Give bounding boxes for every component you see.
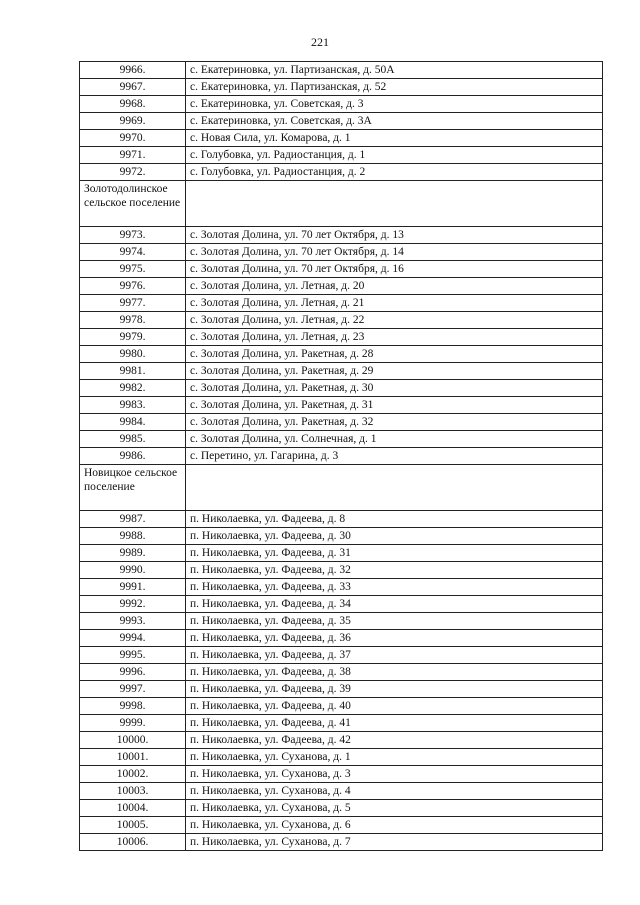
section-name: Золотодолинское сельское поселение xyxy=(80,181,186,227)
table-row xyxy=(80,562,603,579)
row-address: п. Николаевка, ул. Фадеева, д. 33 xyxy=(186,579,603,596)
row-number: 9973. xyxy=(80,227,186,244)
row-number: 10006. xyxy=(80,834,186,851)
row-number: 10002. xyxy=(80,766,186,783)
table-row xyxy=(80,579,603,596)
row-address: с. Новая Сила, ул. Комарова, д. 1 xyxy=(186,130,603,147)
table-row xyxy=(80,312,603,329)
row-number: 9986. xyxy=(80,448,186,465)
row-address: с. Золотая Долина, ул. Летная, д. 20 xyxy=(186,278,603,295)
table-row xyxy=(80,261,603,278)
row-address: п. Николаевка, ул. Фадеева, д. 34 xyxy=(186,596,603,613)
row-number: 9967. xyxy=(80,79,186,96)
row-address: с. Перетино, ул. Гагарина, д. 3 xyxy=(186,448,603,465)
address-table xyxy=(79,61,603,851)
row-number: 9976. xyxy=(80,278,186,295)
table-row xyxy=(80,380,603,397)
table-row xyxy=(80,834,603,851)
row-address: с. Екатериновка, ул. Советская, д. 3 xyxy=(186,96,603,113)
row-number: 9987. xyxy=(80,511,186,528)
row-number: 9974. xyxy=(80,244,186,261)
row-address: с. Золотая Долина, ул. Ракетная, д. 29 xyxy=(186,363,603,380)
row-address: с. Золотая Долина, ул. Летная, д. 23 xyxy=(186,329,603,346)
table-row xyxy=(80,528,603,545)
row-address: п. Николаевка, ул. Фадеева, д. 35 xyxy=(186,613,603,630)
row-number: 9999. xyxy=(80,715,186,732)
table-row xyxy=(80,329,603,346)
row-number: 9992. xyxy=(80,596,186,613)
row-number: 9989. xyxy=(80,545,186,562)
row-number: 9970. xyxy=(80,130,186,147)
row-address: п. Николаевка, ул. Фадеева, д. 36 xyxy=(186,630,603,647)
row-address: п. Николаевка, ул. Фадеева, д. 39 xyxy=(186,681,603,698)
section-empty-cell xyxy=(186,181,603,227)
row-number: 9983. xyxy=(80,397,186,414)
row-address: с. Золотая Долина, ул. Летная, д. 22 xyxy=(186,312,603,329)
row-address: п. Николаевка, ул. Фадеева, д. 30 xyxy=(186,528,603,545)
row-number: 9994. xyxy=(80,630,186,647)
table-row xyxy=(80,397,603,414)
row-address: п. Николаевка, ул. Суханова, д. 6 xyxy=(186,817,603,834)
row-address: п. Николаевка, ул. Фадеева, д. 38 xyxy=(186,664,603,681)
table-row xyxy=(80,448,603,465)
row-number: 9977. xyxy=(80,295,186,312)
table-row xyxy=(80,715,603,732)
row-address: с. Золотая Долина, ул. Ракетная, д. 30 xyxy=(186,380,603,397)
row-number: 9980. xyxy=(80,346,186,363)
table-row xyxy=(80,96,603,113)
row-address: с. Голубовка, ул. Радиостанция, д. 2 xyxy=(186,164,603,181)
row-address: с. Золотая Долина, ул. Ракетная, д. 31 xyxy=(186,397,603,414)
table-row xyxy=(80,130,603,147)
row-address: п. Николаевка, ул. Суханова, д. 4 xyxy=(186,783,603,800)
row-address: с. Голубовка, ул. Радиостанция, д. 1 xyxy=(186,147,603,164)
row-number: 9993. xyxy=(80,613,186,630)
row-number: 9982. xyxy=(80,380,186,397)
row-address: с. Золотая Долина, ул. 70 лет Октября, д. 16 xyxy=(186,261,603,278)
table-row xyxy=(80,732,603,749)
row-number: 9984. xyxy=(80,414,186,431)
row-number: 10000. xyxy=(80,732,186,749)
table-row xyxy=(80,613,603,630)
row-number: 9990. xyxy=(80,562,186,579)
table-row xyxy=(80,511,603,528)
row-number: 9991. xyxy=(80,579,186,596)
row-number: 10001. xyxy=(80,749,186,766)
table-row xyxy=(80,698,603,715)
row-address: с. Екатериновка, ул. Партизанская, д. 50А xyxy=(186,62,603,79)
table-row xyxy=(80,647,603,664)
address-table-body xyxy=(80,62,603,851)
row-number: 9981. xyxy=(80,363,186,380)
table-row xyxy=(80,749,603,766)
table-row xyxy=(80,681,603,698)
row-address: п. Николаевка, ул. Фадеева, д. 8 xyxy=(186,511,603,528)
section-empty-cell xyxy=(186,465,603,511)
row-number: 9972. xyxy=(80,164,186,181)
row-number: 10004. xyxy=(80,800,186,817)
row-number: 9971. xyxy=(80,147,186,164)
row-address: с. Екатериновка, ул. Советская, д. 3А xyxy=(186,113,603,130)
table-row xyxy=(80,244,603,261)
table-row xyxy=(80,278,603,295)
row-address: п. Николаевка, ул. Фадеева, д. 37 xyxy=(186,647,603,664)
row-number: 9995. xyxy=(80,647,186,664)
row-number: 9996. xyxy=(80,664,186,681)
row-address: с. Екатериновка, ул. Партизанская, д. 52 xyxy=(186,79,603,96)
row-number: 9975. xyxy=(80,261,186,278)
table-row xyxy=(80,545,603,562)
row-address: п. Николаевка, ул. Фадеева, д. 31 xyxy=(186,545,603,562)
table-row xyxy=(80,113,603,130)
row-number: 9969. xyxy=(80,113,186,130)
row-number: 9979. xyxy=(80,329,186,346)
table-row xyxy=(80,62,603,79)
table-row xyxy=(80,363,603,380)
table-row xyxy=(80,414,603,431)
table-row xyxy=(80,664,603,681)
row-number: 10003. xyxy=(80,783,186,800)
row-address: с. Золотая Долина, ул. 70 лет Октября, д. 13 xyxy=(186,227,603,244)
row-number: 9997. xyxy=(80,681,186,698)
row-address: п. Николаевка, ул. Суханова, д. 7 xyxy=(186,834,603,851)
table-row xyxy=(80,346,603,363)
table-row xyxy=(80,817,603,834)
row-number: 9978. xyxy=(80,312,186,329)
table-row xyxy=(80,800,603,817)
table-row xyxy=(80,596,603,613)
row-number: 10005. xyxy=(80,817,186,834)
row-number: 9998. xyxy=(80,698,186,715)
row-address: п. Николаевка, ул. Фадеева, д. 42 xyxy=(186,732,603,749)
section-header-row xyxy=(80,465,603,511)
table-row xyxy=(80,630,603,647)
table-row xyxy=(80,783,603,800)
row-address: п. Николаевка, ул. Фадеева, д. 32 xyxy=(186,562,603,579)
section-header-row xyxy=(80,181,603,227)
row-number: 9968. xyxy=(80,96,186,113)
row-address: п. Николаевка, ул. Фадеева, д. 40 xyxy=(186,698,603,715)
row-address: с. Золотая Долина, ул. Ракетная, д. 28 xyxy=(186,346,603,363)
row-address: с. Золотая Долина, ул. Солнечная, д. 1 xyxy=(186,431,603,448)
table-row xyxy=(80,147,603,164)
table-row xyxy=(80,79,603,96)
row-number: 9985. xyxy=(80,431,186,448)
row-address: с. Золотая Долина, ул. Летная, д. 21 xyxy=(186,295,603,312)
row-address: п. Николаевка, ул. Суханова, д. 1 xyxy=(186,749,603,766)
table-row xyxy=(80,766,603,783)
section-name: Новицкое сельское поселение xyxy=(80,465,186,511)
page-number: 221 xyxy=(311,35,329,49)
row-address: п. Николаевка, ул. Фадеева, д. 41 xyxy=(186,715,603,732)
table-row xyxy=(80,227,603,244)
row-address: п. Николаевка, ул. Суханова, д. 3 xyxy=(186,766,603,783)
row-number: 9988. xyxy=(80,528,186,545)
row-address: п. Николаевка, ул. Суханова, д. 5 xyxy=(186,800,603,817)
row-address: с. Золотая Долина, ул. Ракетная, д. 32 xyxy=(186,414,603,431)
table-row xyxy=(80,164,603,181)
table-row xyxy=(80,431,603,448)
table-row xyxy=(80,295,603,312)
row-address: с. Золотая Долина, ул. 70 лет Октября, д. 14 xyxy=(186,244,603,261)
row-number: 9966. xyxy=(80,62,186,79)
